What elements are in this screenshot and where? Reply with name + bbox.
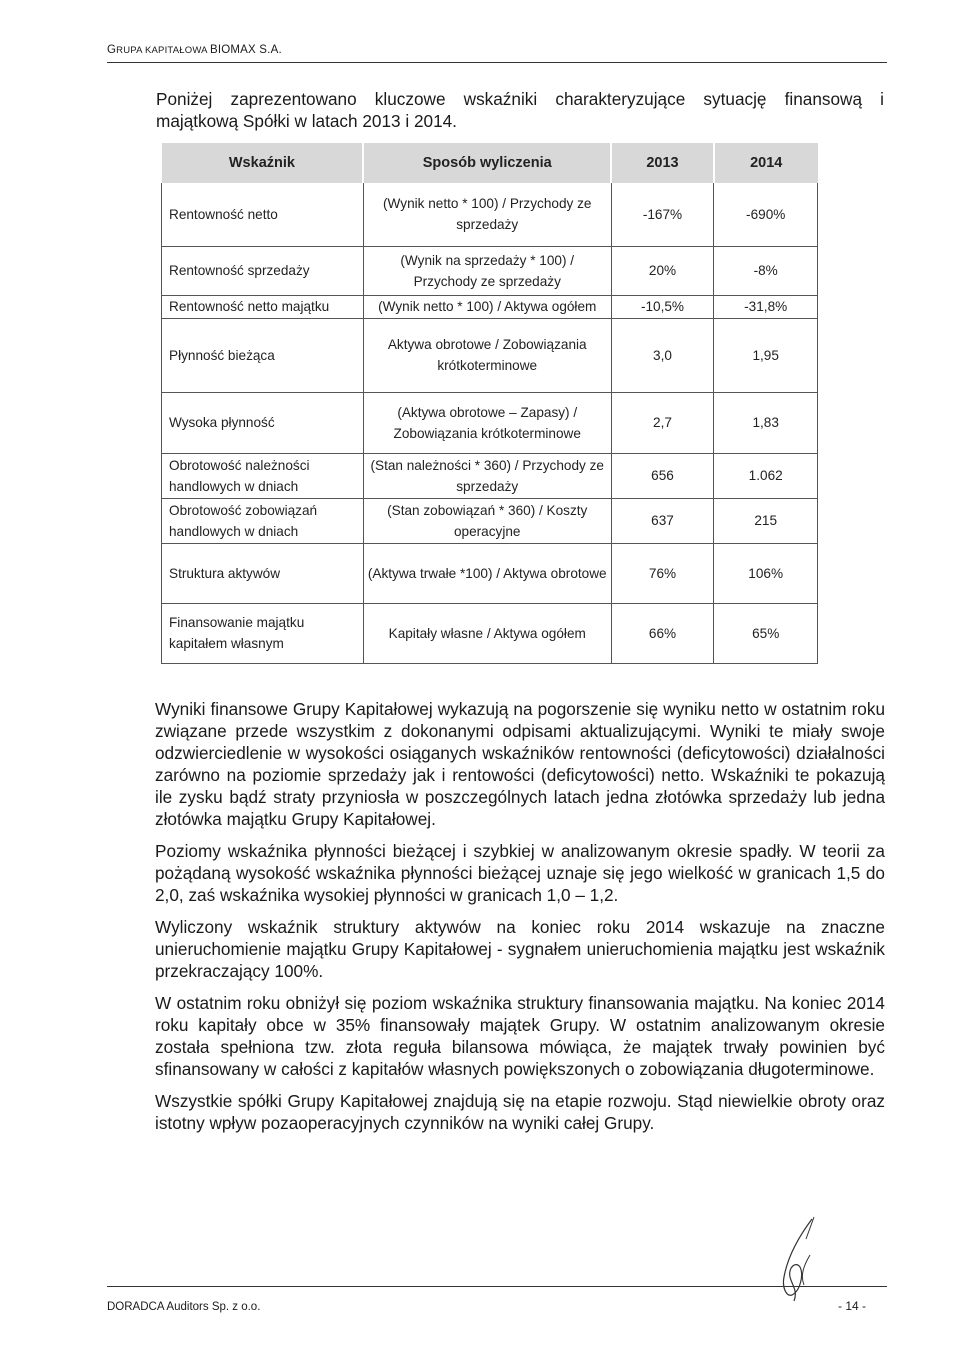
header-rule — [107, 62, 887, 63]
table-row — [162, 603, 818, 663]
row-name: Obrotowość należności handlowych w dniach — [162, 453, 364, 498]
row-name: Rentowność netto majątku — [162, 295, 364, 318]
row-value-2014: 1,83 — [714, 392, 818, 453]
row-formula: (Wynik netto * 100) / Aktywa ogółem — [363, 295, 611, 318]
row-name: Struktura aktywów — [162, 543, 364, 603]
row-value-2013: 2,7 — [611, 392, 714, 453]
running-header — [107, 44, 282, 56]
row-value-2014: -8% — [714, 246, 818, 295]
header-2014: 2014 — [714, 143, 818, 183]
paragraph-profitability: Wyniki finansowe Grupy Kapitałowej wykazują na pogorszenie się wyniku netto w ostatnim roku związane przede wszystkim z dokonanymi odpisami aktualizującymi. Wyniki te miały swoje odzwierciedlenie w wysokości osiąganych wskaźników rentowności (deficytowości) działalności zarówno na poziomie sprzedaży jak i rentowości (deficytowości) netto. Wskaźniki te pokazują ile zysku bądź straty przyniosła w poszczególnych latach jedna złotówka sprzedaży lub jedna złotówka majątku Grupy Kapitałowej. — [155, 699, 885, 829]
row-name: Rentowność netto — [162, 183, 364, 246]
header-caps: RUPA KAPITAŁOWA — [116, 45, 210, 56]
row-name: Finansowanie majątku kapitałem własnym — [162, 603, 364, 663]
row-value-2014: 215 — [714, 498, 818, 543]
intro-line-1: Poniżej zaprezentowano kluczowe wskaźniki charakteryzujące sytuację finansową i — [156, 89, 884, 109]
row-value-2014: -690% — [714, 183, 818, 246]
row-name: Płynność bieżąca — [162, 318, 364, 392]
paragraph-asset-structure: Wyliczony wskaźnik struktury aktywów na koniec roku 2014 wskazuje na znaczne unieruchomienie majątku Grupy Kapitałowej - sygnałem unieruchomienia majątku jest wskaźnik przekraczający 100%. — [155, 917, 885, 981]
header-2013: 2013 — [611, 143, 714, 183]
row-value-2014: 1,95 — [714, 318, 818, 392]
indicators-table — [161, 143, 818, 664]
row-name: Obrotowość zobowiązań handlowych w dniach — [162, 498, 364, 543]
footer-rule — [107, 1286, 887, 1287]
header-method: Sposób wyliczenia — [363, 143, 611, 183]
row-formula: (Wynik na sprzedaży * 100) / Przychody ze sprzedaży — [363, 246, 611, 295]
signature-icon — [770, 1215, 840, 1310]
table-row — [162, 246, 818, 295]
row-name: Wysoka płynność — [162, 392, 364, 453]
paragraph-financing: W ostatnim roku obniżył się poziom wskaźnika struktury finansowania majątku. Na koniec 2014 roku kapitały obce w 35% finansowały majątek Grupy. W ostatnim analizowanym okresie została spełniona tzw. złota reguła bilansowa mówiąca, że majątek trwały powinien być sfinansowany w całości z kapitałów własnych powiększonych o zobowiązania długoterminowe. — [155, 993, 885, 1079]
header-prefix: G — [107, 44, 117, 56]
row-formula: Kapitały własne / Aktywa ogółem — [363, 603, 611, 663]
table-row — [162, 453, 818, 498]
row-value-2014: 65% — [714, 603, 818, 663]
row-value-2013: 3,0 — [611, 318, 714, 392]
body-text — [155, 698, 885, 1144]
row-value-2014: -31,8% — [714, 295, 818, 318]
row-value-2014: 106% — [714, 543, 818, 603]
header-indicator: Wskaźnik — [162, 143, 364, 183]
table-row — [162, 318, 818, 392]
row-formula: (Aktywa trwałe *100) / Aktywa obrotowe — [367, 565, 607, 581]
row-value-2013: 656 — [611, 453, 714, 498]
table-row — [162, 543, 818, 603]
table-row — [162, 498, 818, 543]
row-value-2013: 66% — [611, 603, 714, 663]
row-formula: (Aktywa obrotowe – Zapasy) / Zobowiązania krótkoterminowe — [363, 392, 611, 453]
row-value-2013: 20% — [611, 246, 714, 295]
paragraph-liquidity: Poziomy wskaźnika płynności bieżącej i szybkiej w analizowanym okresie spadły. W teorii za pożądaną wysokość wskaźnika płynności bieżącej uznaje się jego wielkość w granicach 1,5 do 2,0, zaś wskaźnika wysokiej płynności w granicach 1,0 – 1,2. — [155, 841, 885, 905]
row-name: Rentowność sprzedaży — [162, 246, 364, 295]
row-value-2014: 1.062 — [714, 453, 818, 498]
row-formula: Aktywa obrotowe / Zobowiązania krótkoterminowe — [387, 337, 587, 373]
table-row — [162, 295, 818, 318]
row-value-2013: 76% — [611, 543, 714, 603]
page-number: - 14 - — [838, 1299, 867, 1313]
row-formula: (Stan należności * 360) / Przychody ze sprzedaży — [363, 453, 611, 498]
table-row — [162, 183, 818, 246]
table-row — [162, 392, 818, 453]
intro-line-2: majątkową Spółki w latach 2013 i 2014. — [156, 111, 457, 131]
row-value-2013: -10,5% — [611, 295, 714, 318]
header-company: BIOMAX S.A. — [209, 44, 282, 56]
row-formula: (Wynik netto * 100) / Przychody ze sprzedaży — [383, 196, 592, 233]
table-header-row — [162, 143, 818, 183]
footer-auditor: DORADCA Auditors Sp. z o.o. — [107, 1301, 261, 1313]
row-value-2013: 637 — [611, 498, 714, 543]
intro-text — [156, 88, 884, 132]
row-formula: (Stan zobowiązań * 360) / Koszty operacyjne — [363, 498, 611, 543]
paragraph-development: Wszystkie spółki Grupy Kapitałowej znajdują się na etapie rozwoju. Stąd niewielkie obroty oraz istotny wpływ pozaoperacyjnych czynników na wyniki całej Grupy. — [155, 1091, 885, 1133]
row-value-2013: -167% — [611, 183, 714, 246]
